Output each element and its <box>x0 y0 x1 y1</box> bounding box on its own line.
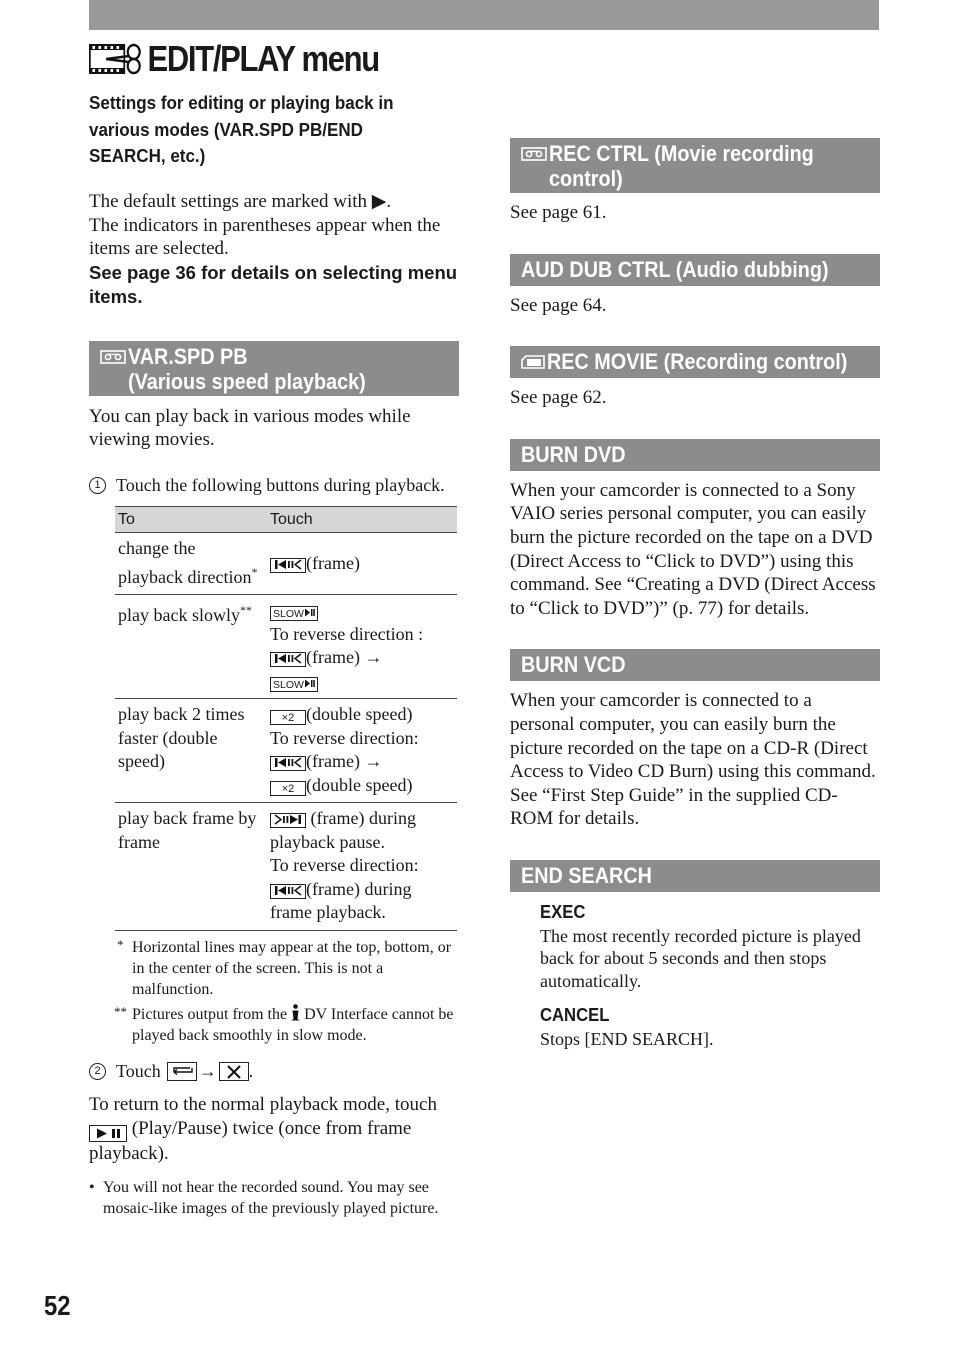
page-title <box>89 38 379 80</box>
left-column <box>89 190 459 1219</box>
row-3-reverse-text: To reverse direction: <box>270 727 419 748</box>
table-row <box>115 803 457 931</box>
row-4-touch-text: (frame) during playback pause. <box>270 808 416 852</box>
film-edit-icon <box>89 42 146 76</box>
return-text-b: (Play/Pause) twice (once from frame playback). <box>89 1117 412 1164</box>
row-2-to-text: play back slowly <box>118 605 240 626</box>
row-2-touch-text: (frame) → <box>306 647 383 668</box>
speed-table <box>115 506 457 931</box>
row-1-touch-text: (frame) <box>306 552 360 573</box>
reverse-frame-button[interactable] <box>270 884 306 899</box>
footnote-2-mark: ** <box>114 1003 127 1019</box>
play-pause-button[interactable] <box>89 1125 127 1142</box>
var-spd-heading-line2: (Various speed playback) <box>128 368 366 394</box>
table-row <box>115 699 457 803</box>
row-4-touch-text-2: (frame) during frame playback. <box>270 878 412 923</box>
exec-text: The most recently recorded picture is played back for about 5 seconds and then stops automatically. <box>540 925 861 991</box>
row-1-to-text: change the playback direction <box>118 538 252 587</box>
sound-note-text: You will not hear the recorded sound. You may see mosaic-like images of the previously played picture. <box>103 1179 439 1218</box>
memory-card-icon <box>521 355 545 369</box>
step-1 <box>89 474 459 497</box>
aud-dub-heading-text: AUD DUB CTRL (Audio dubbing) <box>521 256 829 282</box>
indicators-note: The indicators in parentheses appear when the items are selected. <box>89 214 441 260</box>
row-3-touch-text-3: (double speed) <box>306 774 413 795</box>
row-4-reverse-text: To reverse direction: <box>270 855 419 876</box>
row-4-to: play back frame by frame <box>115 803 267 931</box>
rec-ctrl-text: See page 61. <box>510 202 607 223</box>
page-subtitle: Settings for editing or playing back in various modes (VAR.SPD PB/END SEARCH, etc.) <box>89 92 394 166</box>
bullet: • <box>89 1179 95 1197</box>
slow-button[interactable] <box>270 677 318 692</box>
row-3-to: play back 2 times faster (double speed) <box>115 699 267 803</box>
exec-label: EXEC <box>540 900 586 922</box>
burn-dvd-heading-text: BURN DVD <box>521 441 626 467</box>
var-spd-heading-line1: VAR.SPD PB <box>128 343 248 369</box>
right-column <box>510 138 880 1051</box>
footnote-mark: ** <box>239 603 252 618</box>
step-2-number: 2 <box>89 1063 106 1080</box>
footnote-mark: * <box>251 564 258 579</box>
step-1-text: Touch the following buttons during playback. <box>116 474 445 495</box>
sound-note <box>89 1177 459 1219</box>
row-2-touch <box>267 595 457 699</box>
cassette-icon <box>521 147 547 161</box>
forward-frame-button[interactable] <box>270 813 306 828</box>
footnote-1-text: Horizontal lines may appear at the top, bottom, or in the center of the screen. This is not a malfunction. <box>132 938 452 998</box>
burn-dvd-heading <box>510 439 880 471</box>
table-row <box>115 533 457 595</box>
default-marker-note: The default settings are marked with ▶. <box>89 191 392 212</box>
dv-interface-icon <box>291 1004 300 1021</box>
top-header-bar <box>89 0 879 30</box>
end-search-heading-text: END SEARCH <box>521 862 652 888</box>
step-2 <box>89 1060 459 1083</box>
burn-dvd-text: When your camcorder is connected to a Sony VAIO series personal computer, you can easily burn the picture recorded on the tape on a DVD (Direct Access to “Click to DVD”) using this command. See “Creating a DVD (Direct Access to “Click to DVD”)” (p. 77) for details. <box>510 479 876 619</box>
period: . <box>248 1060 254 1081</box>
slow-button-label: SLOW <box>273 678 304 691</box>
footnote-2 <box>115 1004 459 1046</box>
step-2-text: Touch <box>116 1060 161 1081</box>
double-speed-button[interactable]: ×2 <box>270 710 306 725</box>
cassette-icon <box>100 350 126 364</box>
table-row <box>115 595 457 699</box>
rec-ctrl-heading-line1: REC CTRL (Movie recording <box>549 141 814 166</box>
end-search-options <box>540 901 880 1051</box>
rec-movie-heading <box>510 346 880 378</box>
reverse-frame-button[interactable] <box>270 756 306 771</box>
footnote-1-mark: * <box>117 936 124 952</box>
row-3-touch-text: (double speed) <box>306 704 413 725</box>
rec-ctrl-heading-line2: control) <box>549 166 623 191</box>
table-header-row <box>115 506 457 533</box>
slow-button-label: SLOW <box>273 608 304 621</box>
cancel-text: Stops [END SEARCH]. <box>540 1029 714 1050</box>
footnotes <box>115 937 459 1046</box>
arrow-icon: → <box>198 1060 217 1081</box>
row-1-touch <box>267 533 457 595</box>
col-to-header: To <box>115 506 267 533</box>
double-speed-button[interactable]: ×2 <box>270 781 306 796</box>
aud-dub-heading <box>510 254 880 286</box>
return-text-a: To return to the normal playback mode, touch <box>89 1093 437 1115</box>
end-search-heading <box>510 860 880 892</box>
burn-vcd-heading <box>510 649 880 681</box>
burn-vcd-heading-text: BURN VCD <box>521 652 626 678</box>
rec-ctrl-heading <box>510 138 880 193</box>
col-touch-header: Touch <box>267 506 457 533</box>
reverse-frame-button[interactable] <box>270 652 306 667</box>
row-2-to <box>115 595 267 699</box>
burn-vcd-text: When your camcorder is connected to a personal computer, you can easily burn the picture recorded on the tape on a CD-R (Direct Access to Video CD Burn) using this command. See “First Step Guide” in the supplied CD-ROM for details. <box>510 690 876 830</box>
footnote-1 <box>115 937 459 1000</box>
cancel-label: CANCEL <box>540 1004 610 1026</box>
row-3-touch <box>267 699 457 803</box>
rec-movie-text: See page 62. <box>510 387 607 409</box>
slow-button[interactable] <box>270 606 318 621</box>
aud-dub-text: See page 64. <box>510 294 607 316</box>
reverse-frame-button[interactable] <box>270 558 306 573</box>
row-1-to <box>115 533 267 595</box>
step-1-number: 1 <box>89 477 106 494</box>
return-button[interactable] <box>167 1062 197 1081</box>
footnote-2-text-a: Pictures output from the <box>132 1005 288 1023</box>
return-instruction <box>89 1093 459 1165</box>
row-2-reverse-text: To reverse direction : <box>270 623 424 644</box>
row-3-touch-text-2: (frame) → <box>306 751 383 772</box>
row-4-touch <box>267 803 457 931</box>
footnote-2-text-b: DV Interface cannot be played back smoothly in slow mode. <box>132 1005 454 1044</box>
title-text: EDIT/PLAY menu <box>147 38 379 79</box>
close-button[interactable] <box>219 1062 249 1081</box>
page-number: 52 <box>44 1290 71 1321</box>
var-spd-description: You can play back in various modes while viewing movies. <box>89 405 411 451</box>
see-page-note: See page 36 for details on selecting menu items. <box>89 261 458 307</box>
rec-movie-heading-text: REC MOVIE (Recording control) <box>547 349 848 375</box>
var-spd-heading <box>89 341 459 396</box>
